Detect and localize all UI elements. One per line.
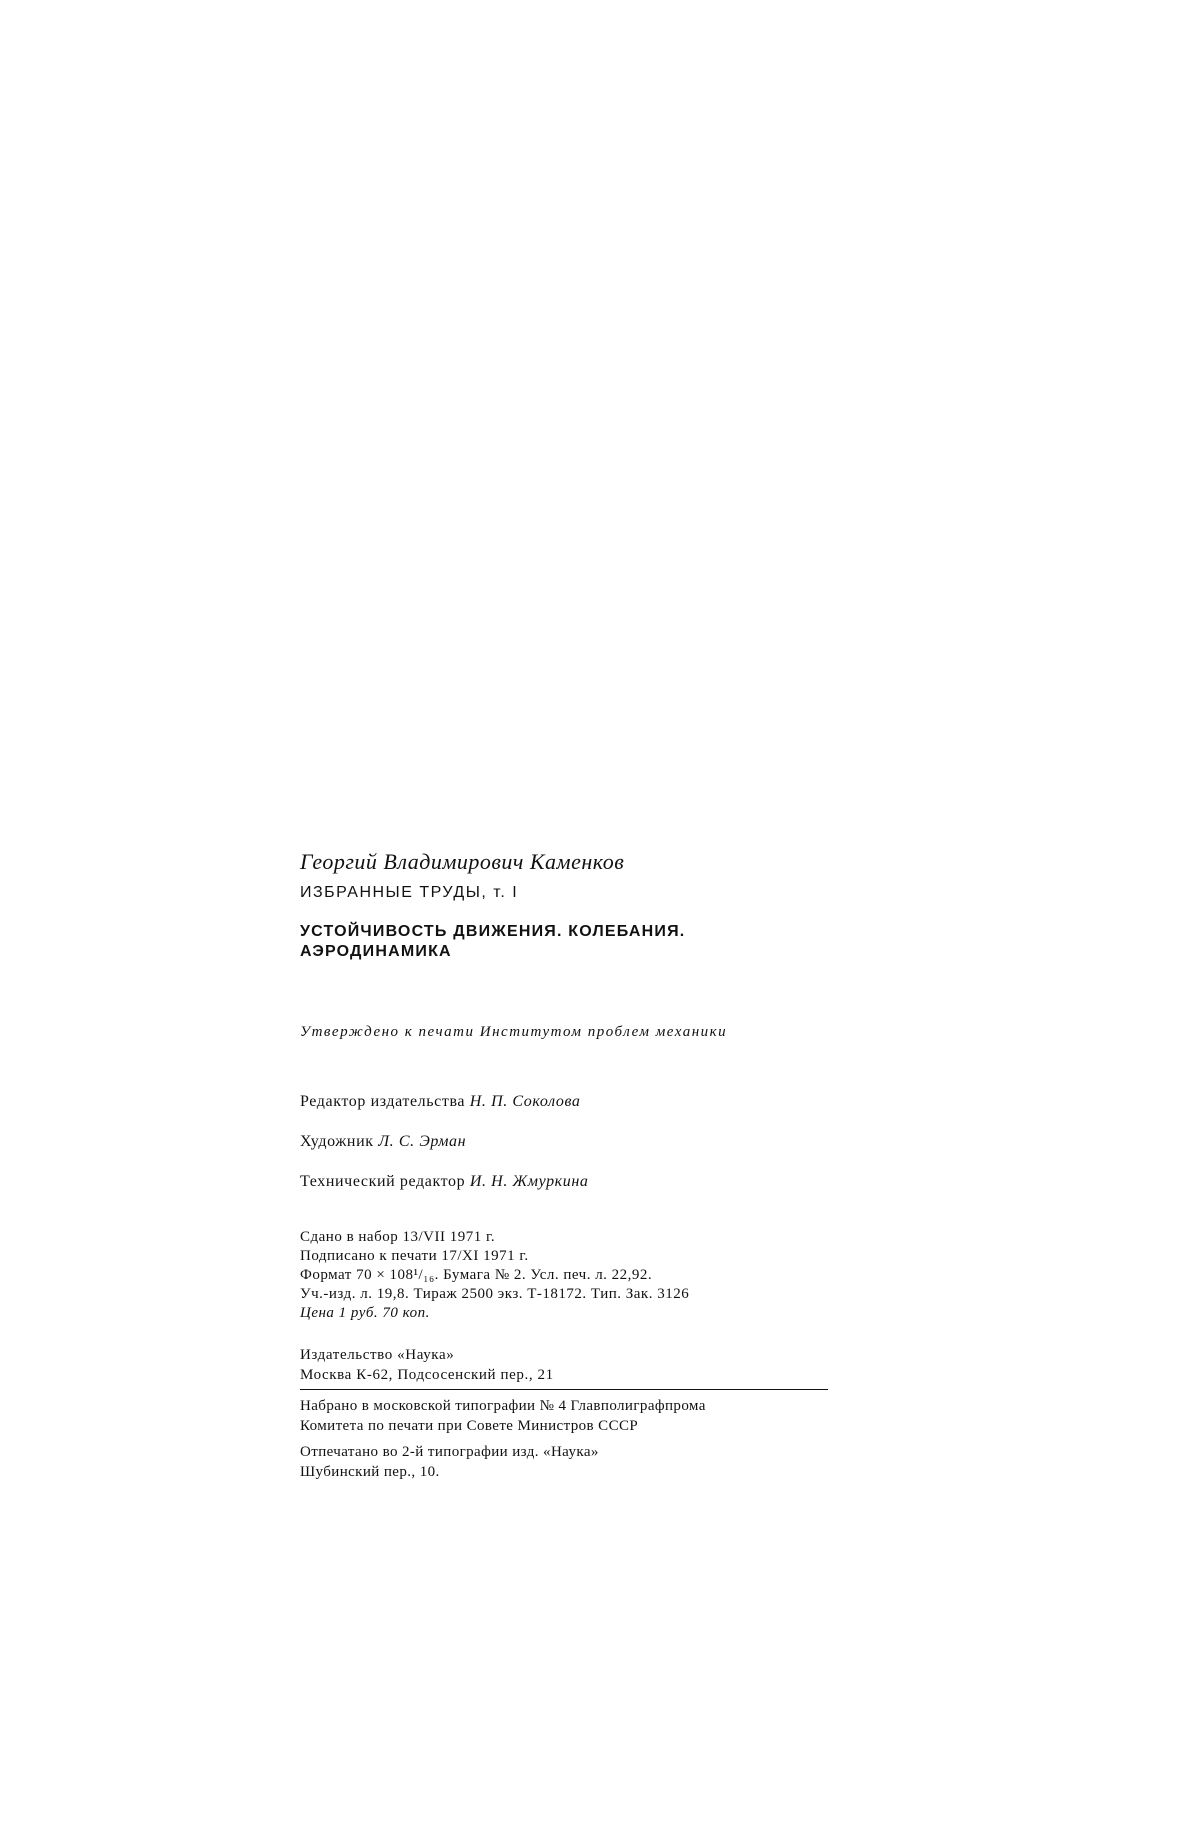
- credit-artist: [300, 1132, 840, 1152]
- price: Цена 1 руб. 70 коп.: [300, 1305, 430, 1321]
- imprint-block: [300, 848, 840, 1482]
- subtitle-line: УСТОЙЧИВОСТЬ ДВИЖЕНИЯ. КОЛЕБАНИЯ.: [300, 923, 686, 940]
- typesetting-line: Комитета по печати при Совете Министров СССР: [300, 1418, 639, 1434]
- subtitle-line: АЭРОДИНАМИКА: [300, 943, 452, 960]
- credit-tech-editor: [300, 1172, 840, 1192]
- book-title: ИЗБРАННЫЕ ТРУДЫ, т. I: [300, 884, 519, 901]
- credits-list: [300, 1092, 840, 1192]
- publisher-line: Издательство «Наука»: [300, 1347, 455, 1363]
- printed-line: Шубинский пер., 10.: [300, 1464, 440, 1480]
- approval-note: Утверждено к печати Институтом проблем механики: [300, 1024, 728, 1040]
- credit-name: Н. П. Соколова: [469, 1093, 581, 1110]
- print-line: Подписано к печати 17/XI 1971 г.: [300, 1248, 529, 1264]
- credit-name: Л. С. Эрман: [378, 1133, 467, 1150]
- printed-info: [300, 1442, 840, 1482]
- typesetting-info: [300, 1396, 840, 1436]
- publisher-line: Москва К-62, Подсосенский пер., 21: [300, 1367, 554, 1383]
- credit-editor: [300, 1092, 840, 1112]
- credit-name: И. Н. Жмуркина: [469, 1173, 589, 1190]
- printing-details: [300, 1228, 840, 1323]
- print-line: Формат 70 × 108¹/₁₆. Бумага № 2. Усл. печ. л. 22,92.: [300, 1267, 653, 1283]
- author-name: Георгий Владимирович Каменков: [300, 849, 625, 874]
- typesetting-line: Набрано в московской типографии № 4 Главполиграфпрома: [300, 1398, 706, 1414]
- print-line: Сдано в набор 13/VII 1971 г.: [300, 1229, 496, 1245]
- credit-role: Художник: [300, 1133, 374, 1150]
- publisher-info: [300, 1345, 840, 1385]
- credit-role: Редактор издательства: [300, 1093, 466, 1110]
- printed-line: Отпечатано во 2-й типографии изд. «Наука»: [300, 1444, 599, 1460]
- book-subtitle: [300, 922, 840, 962]
- print-line: Уч.-изд. л. 19,8. Тираж 2500 экз. Т-18172. Тип. Зак. 3126: [300, 1286, 690, 1302]
- credit-role: Технический редактор: [300, 1173, 466, 1190]
- divider: [300, 1389, 828, 1390]
